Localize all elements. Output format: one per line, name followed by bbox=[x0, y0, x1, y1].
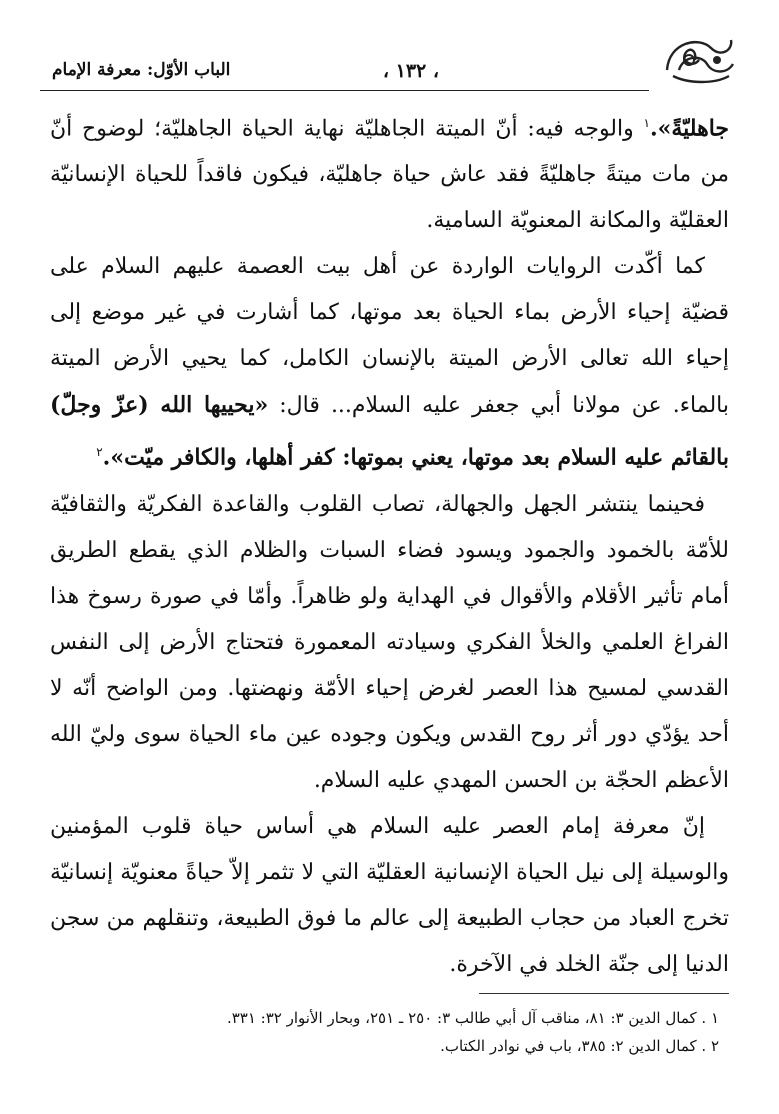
page-number: ، ١٣٢ ، bbox=[382, 60, 439, 82]
paragraph-1 bbox=[50, 100, 729, 244]
calligraphy-ornament-icon bbox=[659, 30, 739, 86]
paragraph-4: إنّ معرفة إمام العصر عليه السلام هي أساس حياة قلوب المؤمنين والوسيلة إلى نيل الحياة الإنسانية العقليّة التي لا تثمر إلاّ حياةً معنويّة إنسانيّة تخرج العباد من حجاب الطبيعة إلى عالم ما فوق الطبيعة، وتنقلهم من سجن الدنيا إلى جنّة الخلد في الآخرة. bbox=[50, 813, 729, 977]
page-header bbox=[40, 30, 739, 88]
footnote-ref-2: ٢ bbox=[96, 445, 103, 460]
footnote-divider bbox=[479, 993, 729, 994]
footnote-1: ١ . كمال الدين ٣: ٨١، مناقب آل أبي طالب ٣: ٢٥٠ ـ ٢٥١، وبحار الأنوار ٣٢: ٣٣١. bbox=[226, 1009, 719, 1027]
paragraph-1-text: والوجه فيه: أنّ الميتة الجاهليّة نهاية الحياة الجاهليّة؛ لوضوح أنّ من مات ميتةً جاهليّةً فقد عاش حياة جاهليّة، فيكون فاقداً للحياة الإنسانيّة العقليّة والمكانة المعنويّة السامية. bbox=[50, 116, 729, 234]
main-text bbox=[50, 100, 729, 988]
footnote-2: ٢ . كمال الدين ٢: ٣٨٥، باب في نوادر الكتاب. bbox=[440, 1037, 719, 1055]
header-divider bbox=[40, 90, 649, 91]
footnote-ref-1: ١ bbox=[643, 116, 650, 130]
chapter-title: الباب الأوّل: معرفة الإمام bbox=[52, 60, 231, 80]
paragraph-2-text: كما أكّدت الروايات الواردة عن أهل بيت العصمة عليهم السلام على قضيّة إحياء الأرض بماء الحياة بعد موتها، كما أشارت في غير موضع إلى إحياء الله تعالى الأرض الميتة بالإنسان الكامل، كما يحيي الأرض الميتة بالماء. عن مولانا أبي جعفر عليه السلام... قال: bbox=[50, 254, 729, 419]
paragraph-1-quote-end: جاهليّةً». bbox=[649, 115, 729, 142]
paragraph-2 bbox=[50, 244, 729, 481]
footnotes bbox=[50, 1004, 719, 1060]
hadith-quote: «يحييها الله (عزّ وجلّ) بالقائم عليه السلام بعد موتها، يعني بموتها: كفر أهلها، والكافر ميّت». bbox=[50, 392, 729, 471]
paragraph-3: فحينما ينتشر الجهل والجهالة، تصاب القلوب والقاعدة الفكريّة والثقافيّة للأمّة بالخمود والجمود ويسود فضاء السبات والظلام الذي يقطع الطريق أمام تأثير الأقلام والأقوال في الهداية ولو ظاهراً. وأمّا في صورة رسوخ هذا الفراغ العلمي والخلأ الفكري وسيادته المعمورة فتحتاج الأرض إلى النفس القدسي لمسيح هذا العصر لغرض إحياء الأمّة ونهضتها. ومن الواضح أنّه لا أحد يؤدّي دور أثر روح القدس ويكون وجوده عين ماء الحياة سوى وليّ الله الأعظم الحجّة بن الحسن المهدي عليه السلام. bbox=[50, 491, 729, 793]
